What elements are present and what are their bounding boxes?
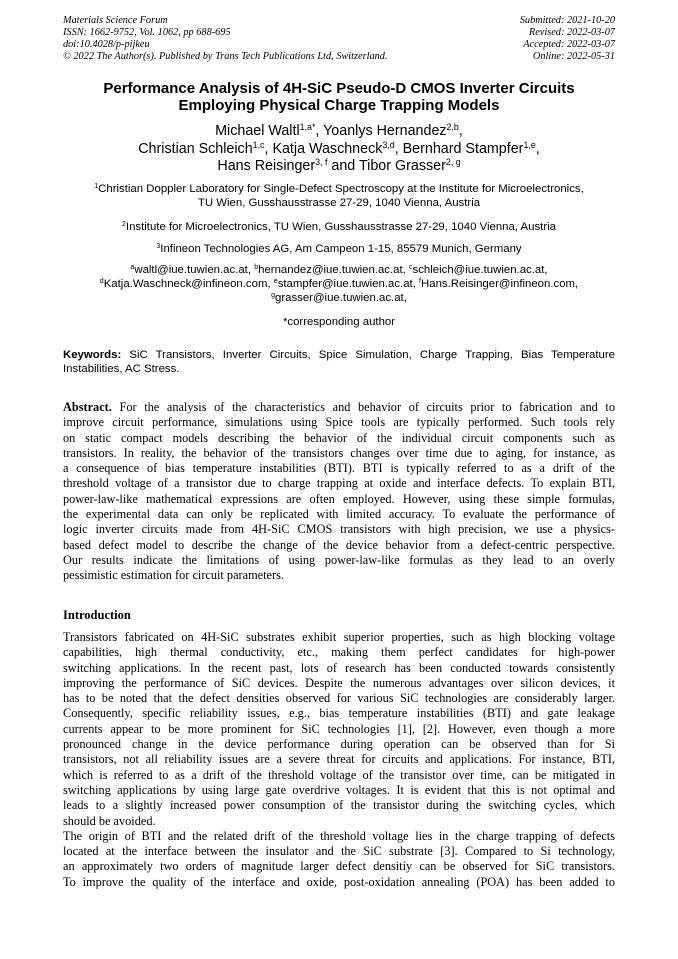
title-line: Employing Physical Charge Trapping Models bbox=[178, 97, 500, 114]
submission-dates bbox=[520, 15, 615, 63]
revised-date: Revised: 2022-03-07 bbox=[528, 27, 615, 38]
doi-line: doi:10.4028/p-pijkeu bbox=[63, 39, 150, 50]
affiliation-2: $^2$Institute for Microelectronics, TU Wien, Gusshausstrasse 27-29, 1040 Vienna, Austria bbox=[121, 221, 557, 233]
author-line: Michael Waltl$^{1,a*}$, Yoanlys Hernandez$^{2,b}$, bbox=[215, 122, 463, 139]
affiliation-1: $^1$Christian Doppler Laboratory for Single-Defect Spectroscopy at the Institute for Microelectronics, TU Wien, Gusshausstrasse 27-29, 1040 Vienna, Austria bbox=[94, 183, 584, 209]
journal-info bbox=[63, 15, 387, 63]
accepted-date: Accepted: 2022-03-07 bbox=[523, 39, 615, 50]
keywords-label: Keywords: bbox=[63, 349, 122, 361]
journal-name: Materials Science Forum bbox=[63, 15, 168, 26]
paper-title bbox=[40, 80, 638, 114]
issn-line: ISSN: 1662-9752, Vol. 1062, pp 688-695 bbox=[63, 27, 231, 38]
affiliation-3: $^3$Infineon Technologies AG, Am Campeon 1-15, 85579 Munich, Germany bbox=[156, 243, 522, 255]
keywords: Keywords: SiC Transistors, Inverter Circuits, Spice Simulation, Charge Trapping, Bias Temperature Instabilities, AC Stress. bbox=[63, 349, 615, 375]
corresponding-author-note: *corresponding author bbox=[282, 316, 396, 328]
abstract: Abstract. For the analysis of the characteristics and behavior of circuits prior to fabrication and to improve circuit performance, simulations using Spice tools are typically performed. Such tools rely on static compact models describing the behavior of the individual circuit components such as transistors. In reality, the behavior of the transistors changes over time due to aging, for instance, as a consequence of bias temperature instabilities (BTI). BTI is typically referred to as a drift of the threshold voltage of a transistor due to charge trapping at oxide and interface defects. To explain BTI, power-law-like mathematical expressions are often employed. However, using these simple formulas, the experimental data can only be replicated with limited accuracy. To evaluate the performance of logic inverter circuits made from 4H-SiC CMOS transistors with high precision, we use a physics- based defect model to describe the change of the device behavior from a defect-centric perspective. Our results indicate the limitations of using power-law-like formulas as they lead to an overly pessimistic estimation for circuit parameters. bbox=[63, 400, 615, 583]
online-date: Online: 2022-05-31 bbox=[532, 51, 615, 62]
title-line: Performance Analysis of 4H-SiC Pseudo-D CMOS Inverter Circuits bbox=[103, 80, 575, 97]
section-heading-introduction: Introduction bbox=[63, 608, 131, 622]
copyright-line: © 2022 The Author(s). Published by Trans Tech Publications Ltd, Switzerland. bbox=[63, 51, 388, 62]
author-line: Christian Schleich$^{1,c}$, Katja Waschneck$^{3,d}$, Bernhard Stampfer$^{1,e}$, bbox=[138, 139, 540, 157]
author-list bbox=[40, 123, 638, 176]
email-list: $^a$waltl@iue.tuwien.ac.at, $^b$hernandez@iue.tuwien.ac.at, $^c$schleich@iue.tuwien.ac.at, $^d$Katja.Waschneck@infineon.com, $^e$stampfer@iue.tuwien.ac.at, $^f$Hans.Reisinger@infineon.com, $^g$grasser@iue.tuwien.ac.at, bbox=[99, 264, 579, 304]
author-line: Hans Reisinger$^{3, f}$ and Tibor Grasser$^{2, g}$ bbox=[217, 157, 461, 174]
abstract-label: Abstract. bbox=[63, 400, 112, 414]
submitted-date: Submitted: 2021-10-20 bbox=[519, 15, 615, 26]
introduction-body: Transistors fabricated on 4H-SiC substrates exhibit superior properties, such as high blocking voltage capabilities, high thermal conductivity, etc., making them perfect candidates for high-power switching applications. In the recent past, lots of research has been conducted towards consistently improving the performance of SiC devices. Despite the numerous advantages over silicon devices, it has to be noted that the defect densities observed for various SiC technologies are considerably larger. Consequently, specific reliability issues, e.g., bias temperature instabilities (BTI) and gate leakage currents appear to be more prominent for SiC technologies [1], [2]. However, even though a more pronounced change in the device performance during operation can be observed than for Si transistors, not all reliability issues are a severe threat for circuits and applications. For instance, BTI, which is referred to as a drift of the threshold voltage of the transistor over time, can be mitigated in switching applications by using large gate overdrive voltages. It is evident that this is not optimal and leads to a slightly increased power consumption of the transistor during the switching cycles, which should be avoided. The origin of BTI and the related drift of the threshold voltage lies in the charge trapping of defects located at the interface between the insulator and the SiC substrate [3]. Compared to Si technology, an approximately two orders of magnitude larger defect densitiy can be observed for SiC transistors. To improve the quality of the interface and oxide, post-oxidation annealing (POA) has been added to bbox=[63, 630, 615, 889]
